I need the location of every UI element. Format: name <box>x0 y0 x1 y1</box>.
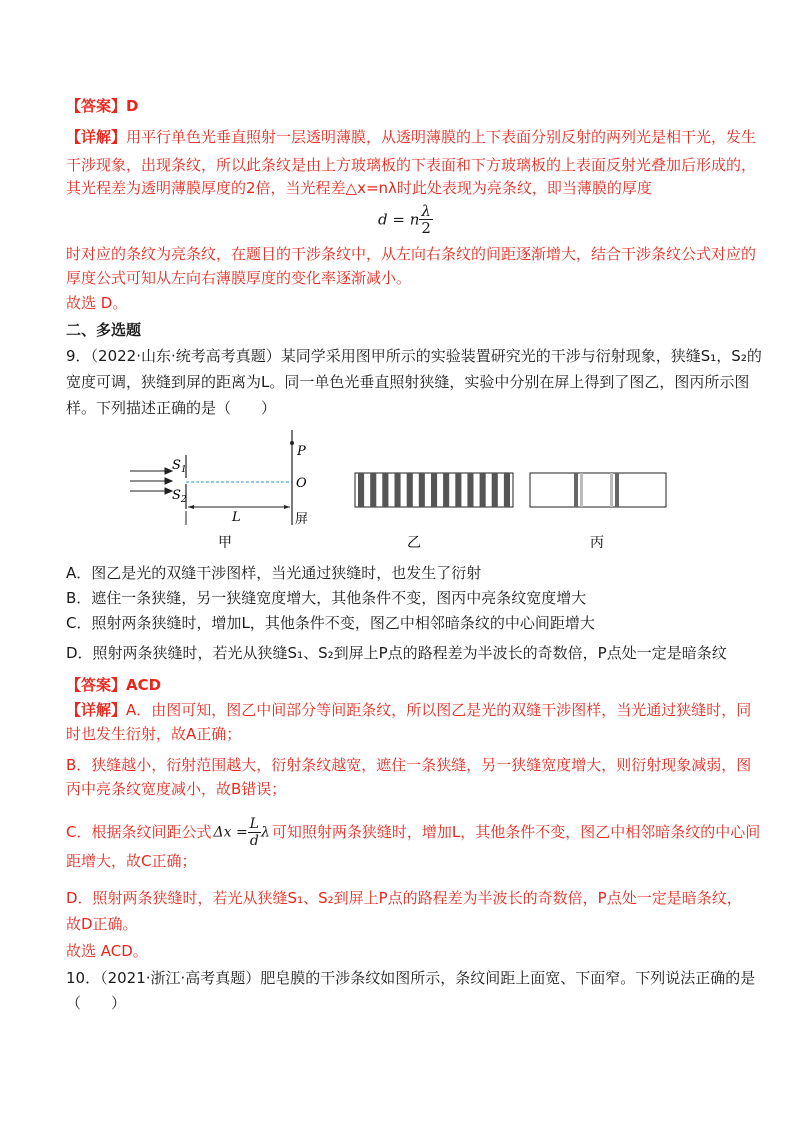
detail-text: A．由图可知，图乙中间部分等间距条纹，所以图乙是光的双缝干涉图样，当光通过狭缝时，同 <box>126 701 752 719</box>
formula-lhs: d = n <box>378 210 420 229</box>
q8-conclusion: 故选 D。 <box>66 294 128 312</box>
yi-fringe <box>443 473 449 507</box>
yi-fringe <box>370 473 376 507</box>
formula-rhs: λ <box>260 824 270 841</box>
q9-detail-line-2: 时也发生衍射，故A正确； <box>66 725 242 743</box>
q9-stem-line-3: 样。下列描述正确的是（ ） <box>66 399 277 417</box>
yi-fringe <box>382 473 388 507</box>
thickness-formula <box>378 203 433 236</box>
formula-lhs: Δx = <box>213 824 248 841</box>
formula-numerator: L <box>249 816 259 832</box>
bing-fringe <box>574 473 578 507</box>
option-a: A．图乙是光的双缝干涉图样，当光通过狭缝时，也发生了衍射 <box>66 564 482 582</box>
slit-s2-label: $S_2$ <box>172 488 187 505</box>
detail-tag: 【详解】 <box>66 701 127 719</box>
yi-fringe <box>407 473 413 507</box>
point-p-label: P <box>297 444 306 459</box>
formula-denominator: d <box>249 833 259 849</box>
q9-detail-line-6: 距增大，故C正确； <box>66 852 197 870</box>
answer-value: ACD <box>126 676 162 694</box>
q9-detail-line-1 <box>66 700 751 720</box>
q9-detail-line-8: 故D正确。 <box>66 915 138 933</box>
yi-fringe <box>467 473 473 507</box>
experiment-figure <box>0 425 800 555</box>
yi-fringe <box>492 473 498 507</box>
yi-fringe <box>504 473 510 507</box>
q9-conclusion: 故选 ACD。 <box>66 942 148 960</box>
detail-text: 可知照射两条狭缝时，增加L，其他条件不变，图乙中相邻暗条纹的中心间 <box>271 823 761 841</box>
formula-numerator: λ <box>421 202 431 220</box>
detail-tag: 【详解】 <box>66 128 127 146</box>
label-yi: 乙 <box>407 535 421 551</box>
answer-tag: 【答案】 <box>66 676 127 694</box>
yi-fringe <box>431 473 437 507</box>
label-jia: 甲 <box>218 535 232 551</box>
formula-fraction <box>419 203 433 236</box>
yi-fringe <box>455 473 461 507</box>
q8-detail-line-5: 厚度公式可知从左向右薄膜厚度的变化率逐渐减小。 <box>66 269 412 287</box>
q9-stem-line-2: 宽度可调，狭缝到屏的距离为L。同一单色光垂直照射狭缝，实验中分别在屏上得到了图乙，图丙所示图 <box>66 373 750 391</box>
q8-answer-line <box>66 96 138 116</box>
yi-fringe <box>358 473 364 507</box>
pattern-bing-frame <box>530 473 666 507</box>
q8-detail-line-4: 时对应的条纹为亮条纹，在题目的干涉条纹中，从左向右条纹的间距逐渐增大，结合干涉条纹公式对应的 <box>66 245 757 263</box>
q9-detail-line-3: B．狭缝越小，衍射范围越大，衍射条纹越宽，遮住一条狭缝，另一狭缝宽度增大，则衍射现象减弱，图 <box>66 756 752 774</box>
point-o-label: O <box>296 476 307 491</box>
bing-fringe <box>610 473 613 507</box>
q9-stem-line-1: 9．（2022·山东·统考高考真题）某同学采用图甲所示的实验装置研究光的干涉与衍射现象，狭缝S₁，S₂的 <box>66 347 762 365</box>
q9-answer-line <box>66 675 161 695</box>
formula-denominator: 2 <box>421 219 431 237</box>
fringe-spacing-formula <box>213 816 269 849</box>
q8-detail-line-2: 干涉现象，出现条纹，所以此条纹是由上方玻璃板的下表面和下方玻璃板的上表面反射光叠加后形成的， <box>66 156 757 174</box>
bing-fringe <box>615 473 619 507</box>
dim-arrow-left <box>188 505 194 509</box>
option-b: B．遮住一条狭缝，另一狭缝宽度增大，其他条件不变，图丙中亮条纹宽度增大 <box>66 589 587 607</box>
slit-s1-label: $S_1$ <box>172 458 187 475</box>
point-p <box>290 441 294 445</box>
q8-detail-line-1 <box>66 127 756 147</box>
q9-detail-line-4: 丙中亮条纹宽度减小，故B错误； <box>66 780 287 798</box>
q9-detail-line-7: D．照射两条狭缝时，若光从狭缝S₁、S₂到屏上P点的路程差为半波长的奇数倍，P点处一定是暗条纹， <box>66 889 742 907</box>
q9-detail-line-5 <box>66 816 760 849</box>
detail-text: 用平行单色光垂直照射一层透明薄膜，从透明薄膜的上下表面分别反射的两列光是相干光，发生 <box>126 128 757 146</box>
detail-text: C．根据条纹间距公式 <box>66 823 212 841</box>
formula-fraction <box>248 816 261 849</box>
yi-fringe <box>480 473 486 507</box>
answer-tag: 【答案】 <box>66 97 127 115</box>
distance-l-label: L <box>232 510 241 525</box>
yi-fringe <box>419 473 425 507</box>
section-title: 二、多选题 <box>66 321 142 339</box>
label-bing: 丙 <box>590 535 604 551</box>
screen-label: 屏 <box>295 512 309 527</box>
answer-value: D <box>126 97 139 115</box>
option-c: C．照射两条狭缝时，增加L，其他条件不变，图乙中相邻暗条纹的中心间距增大 <box>66 614 595 632</box>
yi-fringe <box>395 473 401 507</box>
q8-detail-line-3: 其光程差为透明薄膜厚度的2倍，当光程差△x=nλ时此处表现为亮条纹，即当薄膜的厚度 <box>66 179 652 197</box>
bing-fringe <box>580 473 583 507</box>
q10-stem-line-1: 10．（2021·浙江·高考真题）肥皂膜的干涉条纹如图所示，条纹间距上面宽、下面窄。下列说法正确的是 <box>66 969 756 987</box>
dim-arrow-right <box>284 505 290 509</box>
option-d: D．照射两条狭缝时，若光从狭缝S₁、S₂到屏上P点的路程差为半波长的奇数倍，P点处一定是暗条纹 <box>66 644 727 662</box>
q10-stem-line-2: （ ） <box>66 994 127 1012</box>
incident-light-arrows <box>130 468 172 494</box>
